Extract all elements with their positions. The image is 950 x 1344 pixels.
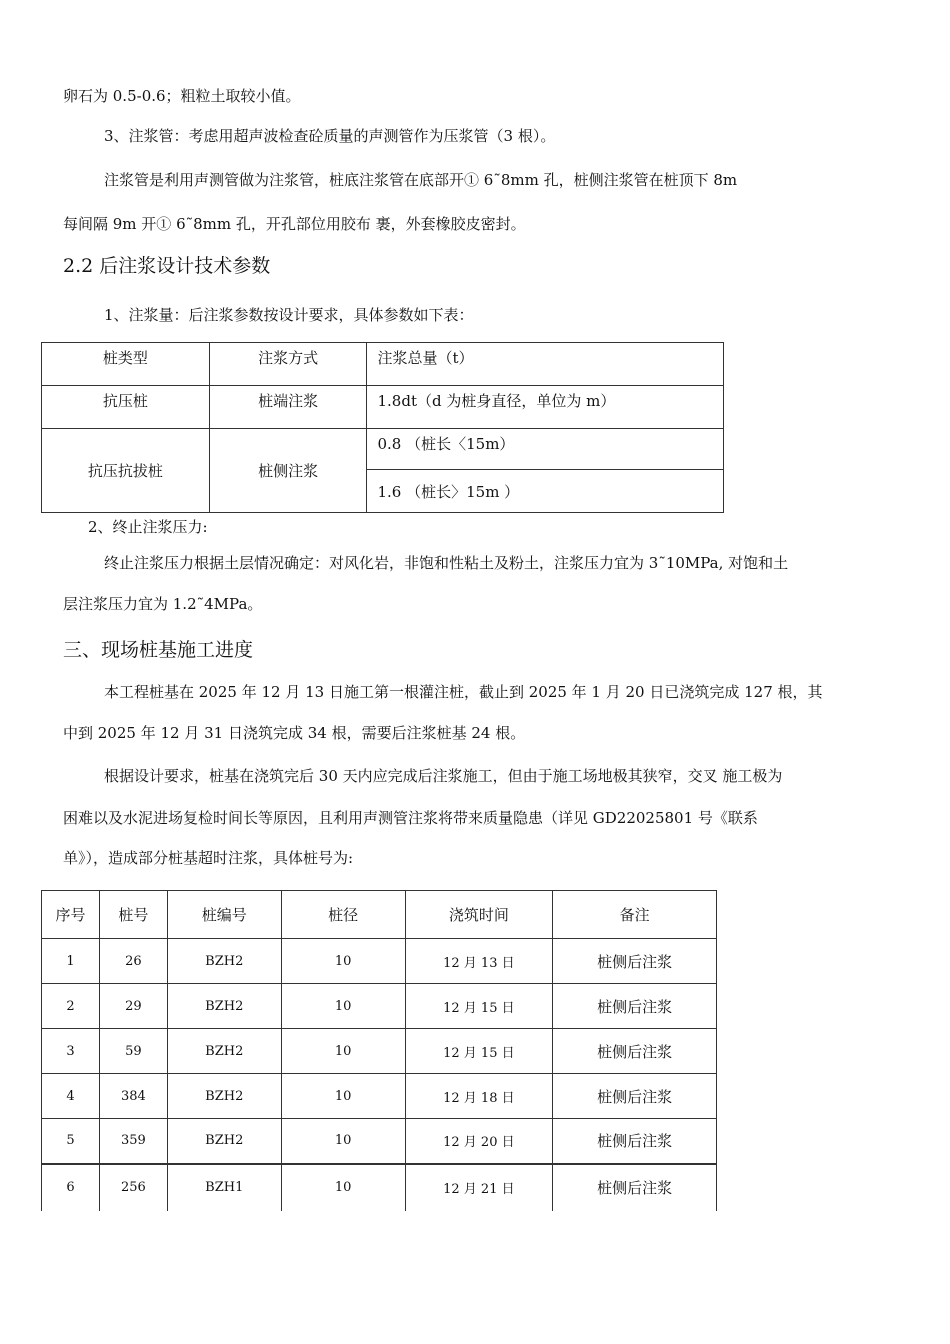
- paragraph-line: 注浆管是利用声测管做为注浆管，桩底注浆管在底部开① 6˜8mm 孔，桩侧注浆管在桩顶下 8m: [104, 171, 738, 189]
- table-header-cell: 桩号: [99, 891, 167, 939]
- paragraph-line: 层注浆压力宜为 1.2˜4MPa。: [63, 595, 263, 613]
- table-header-cell: 桩径: [281, 891, 405, 939]
- table-cell: 桩侧注浆: [209, 429, 367, 513]
- table-cell: 10: [281, 1119, 405, 1164]
- table-cell: 抗压桩: [42, 386, 210, 429]
- table-cell: 桩侧后注浆: [553, 939, 717, 984]
- table-cell: BZH2: [167, 939, 281, 984]
- table-cell: 1.6 （桩长〉15m ）: [367, 470, 724, 513]
- table-header-cell: 备注: [553, 891, 717, 939]
- table-header-cell: 序号: [42, 891, 100, 939]
- table-row: [42, 1074, 717, 1119]
- list-item: 2、终止注浆压力:: [88, 518, 208, 536]
- paragraph-line: 终止注浆压力根据土层情况确定：对风化岩，非饱和性粘土及粉土，注浆压力宜为 3˜10MPa, 对饱和土: [104, 554, 789, 572]
- table-cell: 12 月 15 日: [405, 984, 553, 1029]
- paragraph-line: 根据设计要求，桩基在浇筑完后 30 天内应完成后注浆施工，但由于施工场地极其狭窄，交叉 施工极为: [104, 767, 783, 785]
- paragraph-line: 3、注浆管：考虑用超声波检查砼质量的声测管作为压浆管（3 根）。: [104, 127, 556, 145]
- table-cell: 29: [99, 984, 167, 1029]
- table-row: [42, 1164, 717, 1211]
- table-row: [42, 939, 717, 984]
- table-row: [42, 1119, 717, 1164]
- table-header-cell: 浇筑时间: [405, 891, 553, 939]
- table-cell: 10: [281, 1074, 405, 1119]
- table-cell: BZH2: [167, 1074, 281, 1119]
- paragraph-line: 本工程桩基在 2025 年 12 月 13 日施工第一根灌注桩，截止到 2025 年 1 月 20 日已浇筑完成 127 根，其: [104, 683, 823, 701]
- table-cell: 256: [99, 1164, 167, 1211]
- table-cell: BZH2: [167, 1119, 281, 1164]
- table-cell: 1: [42, 939, 100, 984]
- table-cell: 桩侧后注浆: [553, 1119, 717, 1164]
- list-item: 1、注浆量：后注浆参数按设计要求，具体参数如下表：: [104, 306, 474, 324]
- table-cell: 2: [42, 984, 100, 1029]
- table-cell: 10: [281, 1029, 405, 1074]
- table-cell: 抗压抗拔桩: [42, 429, 210, 513]
- grouting-parameters-table: [41, 342, 724, 513]
- table-row: [42, 429, 724, 470]
- table-cell: 桩端注浆: [209, 386, 367, 429]
- table-cell: 59: [99, 1029, 167, 1074]
- pile-schedule-table: [41, 890, 717, 1211]
- table-cell: 桩侧后注浆: [553, 984, 717, 1029]
- table-header-row: [42, 343, 724, 386]
- section-heading: 三、现场桩基施工进度: [63, 639, 254, 661]
- table-cell: 0.8 （桩长〈15m）: [367, 429, 724, 470]
- table-cell: 26: [99, 939, 167, 984]
- table-cell: 12 月 21 日: [405, 1164, 553, 1211]
- table-cell: 1.8dt（d 为桩身直径，单位为 m）: [367, 386, 724, 429]
- table-cell: 桩侧后注浆: [553, 1074, 717, 1119]
- paragraph-line: 每间隔 9m 开① 6˜8mm 孔，开孔部位用胶布 裹，外套橡胶皮密封。: [63, 215, 526, 233]
- table-cell: 桩侧后注浆: [553, 1029, 717, 1074]
- paragraph-line: 困难以及水泥进场复检时间长等原因，且利用声测管注浆将带来质量隐患（详见 GD22025801 号《联系: [63, 809, 758, 827]
- table-cell: 桩侧后注浆: [553, 1164, 717, 1211]
- table-cell: BZH1: [167, 1164, 281, 1211]
- table-cell: 12 月 13 日: [405, 939, 553, 984]
- table-cell: BZH2: [167, 984, 281, 1029]
- section-heading: 2.2 后注浆设计技术参数: [63, 255, 271, 277]
- table-cell: 10: [281, 939, 405, 984]
- paragraph-line: 卵石为 0.5-0.6；粗粒土取较小值。: [63, 87, 301, 105]
- table-cell: 384: [99, 1074, 167, 1119]
- table-cell: BZH2: [167, 1029, 281, 1074]
- table-header-cell: 注浆方式: [209, 343, 367, 386]
- table-row: [42, 1029, 717, 1074]
- table-cell: 5: [42, 1119, 100, 1164]
- table-cell: 12 月 15 日: [405, 1029, 553, 1074]
- table-cell: 10: [281, 984, 405, 1029]
- paragraph-line: 单》），造成部分桩基超时注浆，具体桩号为:: [63, 849, 354, 867]
- table-header-cell: 桩编号: [167, 891, 281, 939]
- table-cell: 12 月 20 日: [405, 1119, 553, 1164]
- table-row: [42, 984, 717, 1029]
- table-cell: 12 月 18 日: [405, 1074, 553, 1119]
- table-cell: 4: [42, 1074, 100, 1119]
- table-cell: 6: [42, 1164, 100, 1211]
- table-cell: 359: [99, 1119, 167, 1164]
- table-cell: 3: [42, 1029, 100, 1074]
- table-row: [42, 386, 724, 429]
- table-header-cell: 注浆总量（t）: [367, 343, 724, 386]
- paragraph-line: 中到 2025 年 12 月 31 日浇筑完成 34 根，需要后注浆桩基 24 根。: [63, 724, 526, 742]
- table-header-cell: 桩类型: [42, 343, 210, 386]
- table-header-row: [42, 891, 717, 939]
- table-cell: 10: [281, 1164, 405, 1211]
